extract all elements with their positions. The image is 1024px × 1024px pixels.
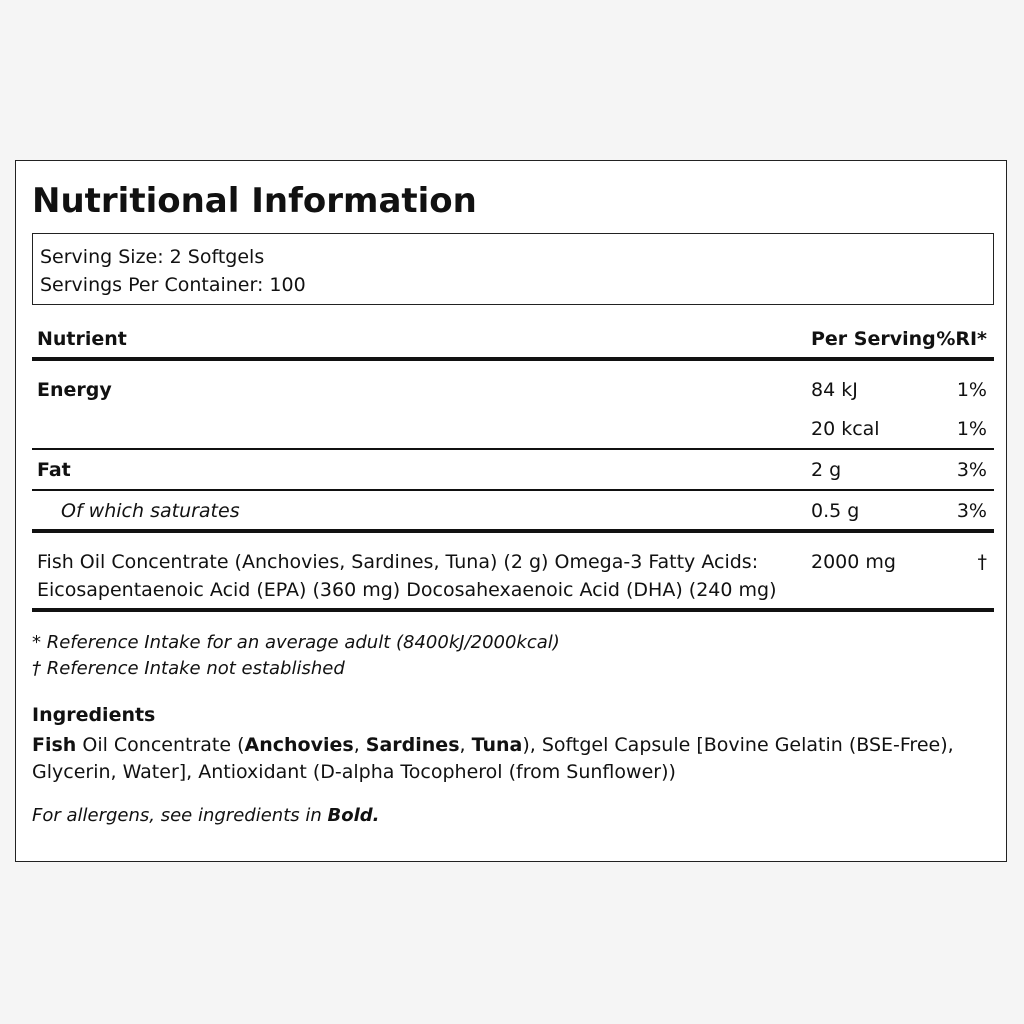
fat-value: 2 g	[811, 459, 842, 481]
allergen-note-bold: Bold.	[327, 805, 380, 826]
fat-ri: 3%	[956, 459, 987, 481]
header-nutrient: Nutrient	[37, 328, 127, 350]
nutrition-panel	[15, 160, 1007, 862]
saturates-ri: 3%	[956, 500, 987, 522]
ingredients-part: ,	[459, 734, 472, 756]
servings-per-container: Servings Per Container: 100	[40, 274, 306, 296]
row-divider	[32, 489, 994, 491]
fish-oil-value: 2000 mg	[811, 551, 896, 573]
saturates-value: 0.5 g	[811, 500, 860, 522]
section-divider	[32, 529, 994, 533]
saturates-label: Of which saturates	[61, 500, 240, 522]
energy-kcal-ri: 1%	[956, 418, 987, 440]
header-ri: %RI*	[936, 328, 987, 350]
ingredients-part: ), Softgel Capsule [Bovine Gelatin (BSE-Free), Glycerin, Water], Antioxidant (D-alpha Tocopherol (from Sunflower))	[32, 734, 954, 783]
table-bottom-divider	[32, 608, 994, 612]
ingredients-text	[32, 732, 982, 786]
energy-label: Energy	[37, 379, 112, 401]
ingredients-heading: Ingredients	[32, 704, 156, 726]
allergen-note-text: For allergens, see ingredients in	[32, 805, 328, 826]
allergen-sardines: Sardines	[365, 734, 460, 756]
allergen-note	[32, 803, 379, 829]
header-per-serving: Per Serving	[811, 328, 936, 350]
fish-oil-line1: Fish Oil Concentrate (Anchovies, Sardines, Tuna) (2 g) Omega-3 Fatty Acids:	[37, 551, 759, 573]
energy-kj: 84 kJ	[811, 379, 858, 401]
fish-oil-ri: †	[977, 551, 987, 573]
header-divider	[32, 357, 994, 361]
ingredients-part: Oil Concentrate (	[76, 734, 245, 756]
ri-footnote: * Reference Intake for an average adult (8400kJ/2000kcal)	[32, 632, 560, 653]
page-title: Nutritional Information	[32, 181, 477, 221]
allergen-tuna: Tuna	[471, 734, 523, 756]
serving-size: Serving Size: 2 Softgels	[40, 246, 265, 268]
energy-kj-ri: 1%	[956, 379, 987, 401]
serving-info-box	[32, 233, 994, 305]
fat-label: Fat	[37, 459, 71, 481]
allergen-anchovies: Anchovies	[244, 734, 354, 756]
allergen-fish: Fish	[32, 734, 77, 756]
fish-oil-line2: Eicosapentaenoic Acid (EPA) (360 mg) Docosahexaenoic Acid (DHA) (240 mg)	[37, 579, 777, 601]
ingredients-part: ,	[353, 734, 366, 756]
energy-kcal: 20 kcal	[811, 418, 880, 440]
dagger-footnote: † Reference Intake not established	[32, 658, 345, 679]
row-divider	[32, 448, 994, 450]
